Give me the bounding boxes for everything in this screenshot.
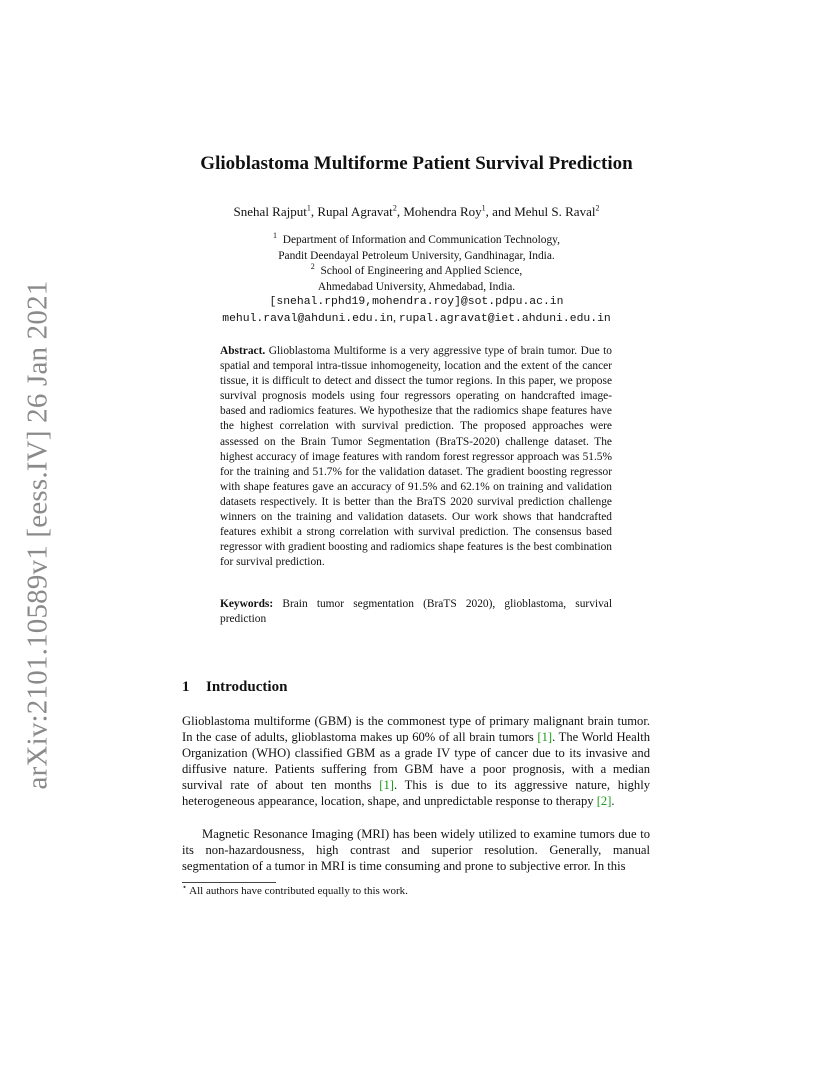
citation-link[interactable]: [2] (596, 794, 612, 809)
section-heading (182, 679, 287, 696)
arxiv-stamp (12, 280, 64, 790)
email-line-2: mehul.raval@ahduni.edu.in, rupal.agravat@iet.ahduni.edu.in (222, 311, 611, 325)
keywords-label: Keywords: (220, 598, 274, 610)
citation-link[interactable]: [1] (379, 778, 394, 793)
affiliation-text: School of Engineering and Applied Science, (320, 265, 523, 277)
footnote-divider (182, 882, 276, 883)
paragraph-text: . This is due to its aggressive nature, highly heterogeneous appearance, location, shape, and unpredictable response to therapy (182, 778, 650, 809)
footnote-text: All authors have contributed equally to this work. (189, 885, 408, 897)
author-affiliation-mark: 2 (392, 203, 397, 213)
keywords (220, 597, 612, 627)
paragraph-text: . The World Health Organization (WHO) classified GBM as a grade IV type of cancer due to its invasive and diffusive nature. Patients suffering from GBM have a poor prognosis, with a median survival rate of about ten months (182, 730, 651, 793)
intro-paragraph-2: Magnetic Resonance Imaging (MRI) has been widely utilized to examine tumors due to its non-hazardousness, high contrast and superior resolution. Generally, manual segmentation of a tumor in MRI is time consuming and prone to subjective error. In this (182, 827, 650, 874)
affiliation-1-line-1 (100, 233, 733, 249)
author-name: Snehal Rajput (233, 204, 307, 219)
affiliation-block (100, 233, 733, 327)
email-address: mehul.raval@ahduni.edu.in (222, 312, 394, 325)
paper-title: Glioblastoma Multiforme Patient Survival Prediction (200, 153, 633, 174)
arxiv-identifier: arXiv:2101.10589v1 [eess.IV] 26 Jan 2021 (21, 280, 54, 790)
author-name: Mohendra Roy (403, 204, 482, 219)
email-line-1: [snehal.rphd19,mohendra.roy]@sot.pdpu.ac.in (269, 296, 564, 308)
author-list: Snehal Rajput$^1$, Rupal Agravat$^2$, Mohendra Roy$^1$, and Mehul S. Raval$^2$ (233, 203, 600, 219)
paragraph-text: Glioblastoma multiforme (GBM) is the commonest type of primary malignant brain tumor. In the case of adults, glioblastoma makes up 60% of all brain tumors (182, 714, 650, 745)
author-name: Mehul S. Raval (514, 204, 596, 219)
author-affiliation-mark: 1 (481, 203, 486, 213)
abstract-text: Glioblastoma Multiforme is a very aggressive type of brain tumor. Due to spatial and temporal intra-tissue inhomogeneity, location and the extent of the cancer tissue, it is difficult to detect and dissect the tumor regions. In this paper, we propose survival prognosis models using four regressors operating on handcrafted image-based and radiomics features. We hypothesize that the radiomics shape features have the highest correlation with survival prediction. The proposed approaches were assessed on the Brain Tumor Segmentation (BraTS-2020) challenge dataset. The highest accuracy of image features with random forest regressor approach was 51.5% for the training and 51.7% for the validation dataset. The gradient boosting regressor with shape features gave an accuracy of 91.5% and 62.1% on training and validation datasets respectively. It is better than the BraTS 2020 survival prediction challenge winners on the training and validation datasets. Our work shows that handcrafted features exhibit a strong correlation with survival prediction. The consensus based regressor with gradient boosting and radiomics shape features is the best combination for survival prediction. (220, 345, 612, 569)
section-title: Introduction (206, 679, 288, 695)
affiliation-1-line-2: Pandit Deendayal Petroleum University, Gandhinagar, India. (278, 249, 555, 262)
affiliation-text: Department of Information and Communication Technology, (282, 234, 560, 246)
affiliation-mark: 1 (273, 231, 278, 241)
affiliation-2-line-2: Ahmedabad University, Ahmedabad, India. (317, 280, 516, 293)
paragraph-text: . (611, 794, 615, 809)
intro-paragraph-1 (182, 713, 650, 810)
author-name: Rupal Agravat (317, 204, 393, 219)
affiliation-mark: 2 (310, 262, 315, 272)
citation-link[interactable]: [1] (537, 730, 553, 745)
author-affiliation-mark: 1 (306, 203, 311, 213)
abstract-label: Abstract. (220, 345, 266, 357)
footnote (182, 882, 408, 897)
keywords-text: Brain tumor segmentation (BraTS 2020), glioblastoma, survival prediction (220, 598, 612, 626)
section-number: 1 (182, 679, 190, 695)
author-affiliation-mark: 2 (595, 203, 600, 213)
affiliation-2-line-1 (100, 264, 733, 280)
abstract (220, 344, 612, 570)
email-address: rupal.agravat@iet.ahduni.edu.in (398, 312, 611, 325)
footnote-mark: ⋆ (182, 882, 188, 892)
